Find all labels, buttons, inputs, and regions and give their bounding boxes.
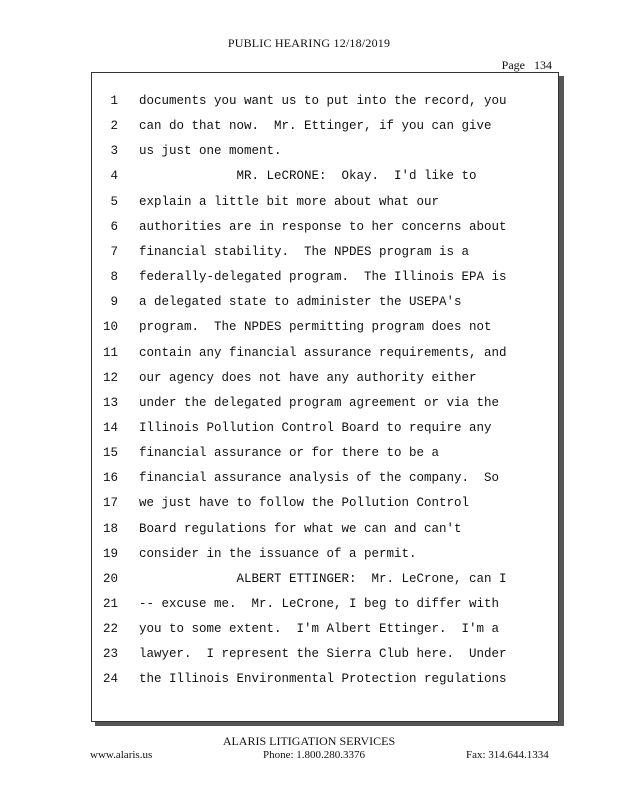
page-label: Page [501, 58, 525, 72]
page-number [470, 58, 552, 73]
line-text: authorities are in response to her concerns about [139, 219, 507, 234]
transcript-line [92, 366, 558, 391]
header-title: PUBLIC HEARING 12/18/2019 [227, 36, 391, 50]
footer-contact [0, 749, 618, 765]
line-number: 9 [110, 295, 118, 310]
line-number: 8 [110, 270, 118, 285]
line-number: 14 [102, 420, 118, 435]
line-text: you to some extent. I'm Albert Ettinger. I'm a [139, 622, 500, 637]
line-text: documents you want us to put into the record, you [139, 94, 507, 108]
line-text: under the delegated program agreement or via the [139, 395, 500, 410]
line-number: 2 [110, 119, 118, 134]
transcript-line [92, 567, 558, 592]
footer-phone: Phone: 1.800.280.3376 [263, 749, 366, 761]
line-number: 19 [102, 546, 118, 561]
line-number: 21 [102, 597, 118, 611]
line-number: 24 [102, 672, 118, 687]
line-text: lawyer. I represent the Sierra Club here. Under [139, 647, 507, 662]
line-number: 22 [102, 622, 118, 637]
line-number: 5 [110, 194, 118, 209]
transcript-line [92, 190, 558, 215]
transcript-page [91, 72, 559, 722]
footer-website: www.alaris.us [90, 749, 153, 761]
line-text: Board regulations for what we can and can't [139, 521, 462, 536]
line-text: ALBERT ETTINGER: Mr. LeCrone, can I [139, 571, 507, 586]
line-number: 4 [110, 169, 118, 184]
page-number-value: 134 [534, 58, 552, 72]
line-text: MR. LeCRONE: Okay. I'd like to [139, 169, 477, 184]
line-text: can do that now. Mr. Ettinger, if you can give [139, 119, 492, 134]
transcript-line [92, 617, 558, 642]
transcript-line [92, 416, 558, 441]
footer-fax: Fax: 314.644.1334 [466, 749, 549, 761]
line-text: the Illinois Environmental Protection regulations [139, 672, 507, 687]
transcript-line [92, 290, 558, 315]
line-number: 7 [110, 244, 118, 259]
line-number: 13 [102, 395, 118, 410]
transcript-line [92, 265, 558, 290]
line-number: 11 [102, 345, 118, 360]
line-text: our agency does not have any authority either [139, 370, 477, 385]
transcript-line [92, 592, 558, 617]
line-number: 3 [110, 144, 118, 159]
line-text: federally-delegated program. The Illinois EPA is [139, 270, 507, 285]
transcript-line [92, 315, 558, 340]
line-text: Illinois Pollution Control Board to require any [139, 420, 492, 435]
line-text: a delegated state to administer the USEPA's [139, 295, 462, 310]
line-number: 17 [102, 496, 118, 511]
transcript-line [92, 139, 558, 164]
transcript-line [92, 164, 558, 189]
transcript-line [92, 667, 558, 692]
line-text: explain a little bit more about what our [139, 194, 440, 209]
transcript-line [92, 491, 558, 516]
line-text: we just have to follow the Pollution Control [139, 496, 470, 511]
line-number: 15 [102, 446, 118, 461]
line-number: 16 [102, 471, 118, 486]
transcript-line [92, 391, 558, 416]
transcript-line [92, 441, 558, 466]
line-text: financial assurance analysis of the company. So [139, 471, 500, 486]
footer-company: ALARIS LITIGATION SERVICES [222, 734, 396, 748]
transcript-line [92, 114, 558, 139]
transcript-line [92, 240, 558, 265]
transcript-line [92, 466, 558, 491]
line-number: 20 [102, 571, 118, 586]
transcript-line [92, 642, 558, 667]
line-text: financial assurance or for there to be a [139, 446, 440, 461]
transcript-line [92, 517, 558, 542]
line-number: 23 [102, 647, 118, 662]
line-text: us just one moment. [139, 144, 282, 159]
line-number: 1 [110, 94, 118, 108]
transcript-line [92, 341, 558, 366]
line-text: contain any financial assurance requirements, and [139, 345, 507, 360]
line-number: 18 [102, 521, 118, 536]
line-text: program. The NPDES permitting program does not [139, 320, 492, 335]
line-number: 10 [102, 320, 118, 335]
line-number: 6 [110, 219, 118, 234]
line-text: financial stability. The NPDES program is a [139, 244, 470, 259]
line-number: 12 [102, 370, 118, 385]
transcript-line [92, 89, 558, 114]
line-text: consider in the issuance of a permit. [139, 546, 417, 561]
transcript-line [92, 215, 558, 240]
line-text: -- excuse me. Mr. LeCrone, I beg to differ with [139, 597, 500, 611]
transcript-line [92, 542, 558, 567]
